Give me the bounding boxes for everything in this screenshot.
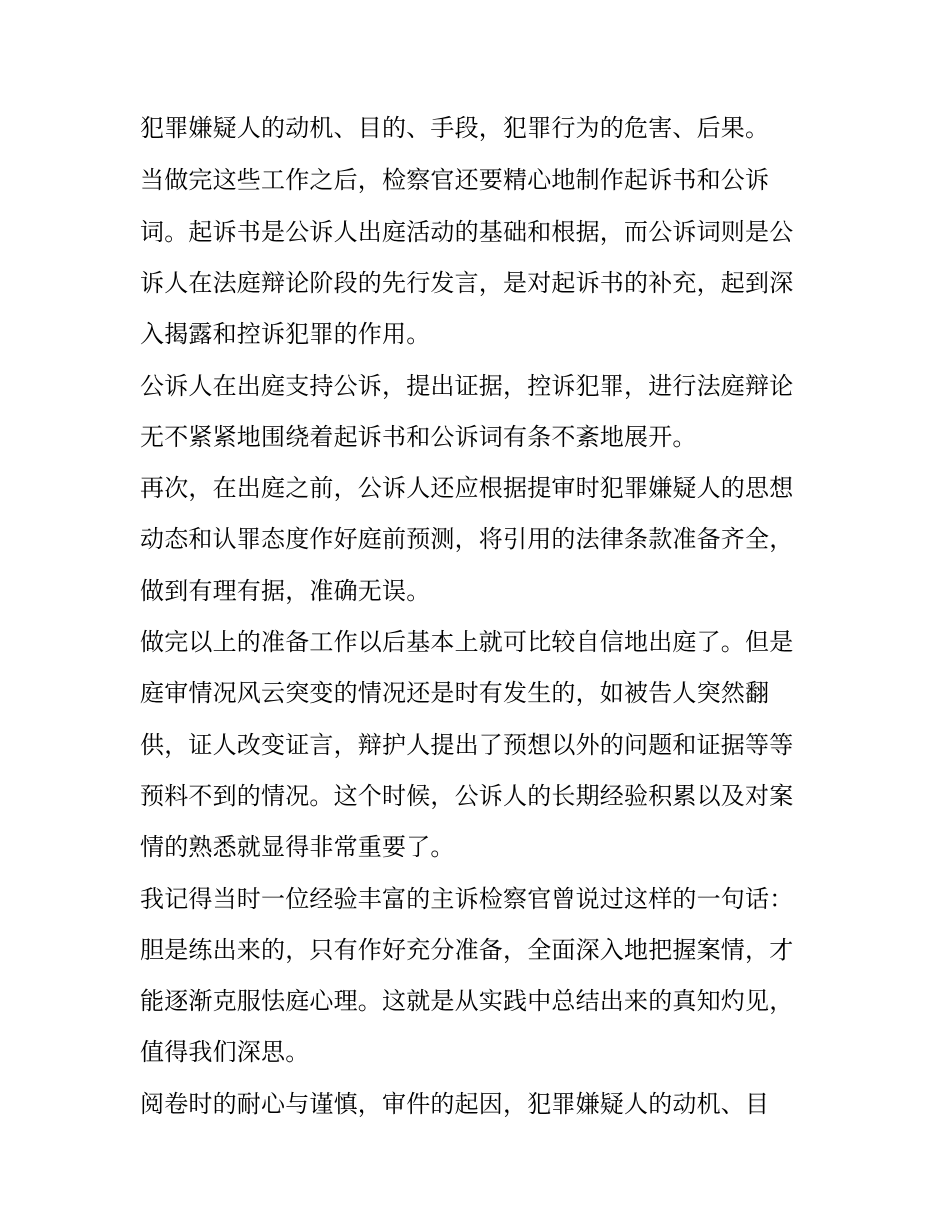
text-line: 无不紧紧地围绕着起诉书和公诉词有条不紊地展开。 <box>140 423 697 451</box>
text-line: 犯罪嫌疑人的动机、目的、手段，犯罪行为的危害、后果。 <box>140 114 770 142</box>
text-line: 能逐渐克服怯庭心理。这就是从实践中总结出来的真知灼见， <box>140 987 794 1015</box>
text-line: 供，证人改变证言，辩护人提出了预想以外的问题和证据等等 <box>140 731 794 759</box>
text-line: 胆是练出来的，只有作好充分准备，全面深入地把握案情，才 <box>140 936 794 964</box>
text-line: 我记得当时一位经验丰富的主诉检察官曾说过这样的一句话： <box>140 885 794 913</box>
text-line: 阅卷时的耐心与谨慎，审件的起因，犯罪嫌疑人的动机、目 <box>140 1090 770 1118</box>
text-line: 再次，在出庭之前，公诉人还应根据提审时犯罪嫌疑人的思想 <box>140 474 794 502</box>
text-line: 诉人在法庭辩论阶段的先行发言，是对起诉书的补充，起到深 <box>140 269 794 297</box>
text-line: 公诉人在出庭支持公诉，提出证据，控诉犯罪，进行法庭辩论 <box>140 372 794 400</box>
text-line: 动态和认罪态度作好庭前预测，将引用的法律条款准备齐全， <box>140 525 794 553</box>
text-line: 预料不到的情况。这个时候，公诉人的长期经验积累以及对案 <box>140 782 794 810</box>
text-line: 庭审情况风云突变的情况还是时有发生的，如被告人突然翻 <box>140 679 770 707</box>
text-line: 词。起诉书是公诉人出庭活动的基础和根据，而公诉词则是公 <box>140 218 794 246</box>
text-line: 做到有理有据，准确无误。 <box>140 577 431 605</box>
text-line: 值得我们深思。 <box>140 1038 310 1066</box>
text-line: 当做完这些工作之后，检察官还要精心地制作起诉书和公诉 <box>140 166 770 194</box>
text-line: 做完以上的准备工作以后基本上就可比较自信地出庭了。但是 <box>140 628 794 656</box>
text-line: 入揭露和控诉犯罪的作用。 <box>140 320 431 348</box>
text-line: 情的熟悉就显得非常重要了。 <box>140 833 455 861</box>
